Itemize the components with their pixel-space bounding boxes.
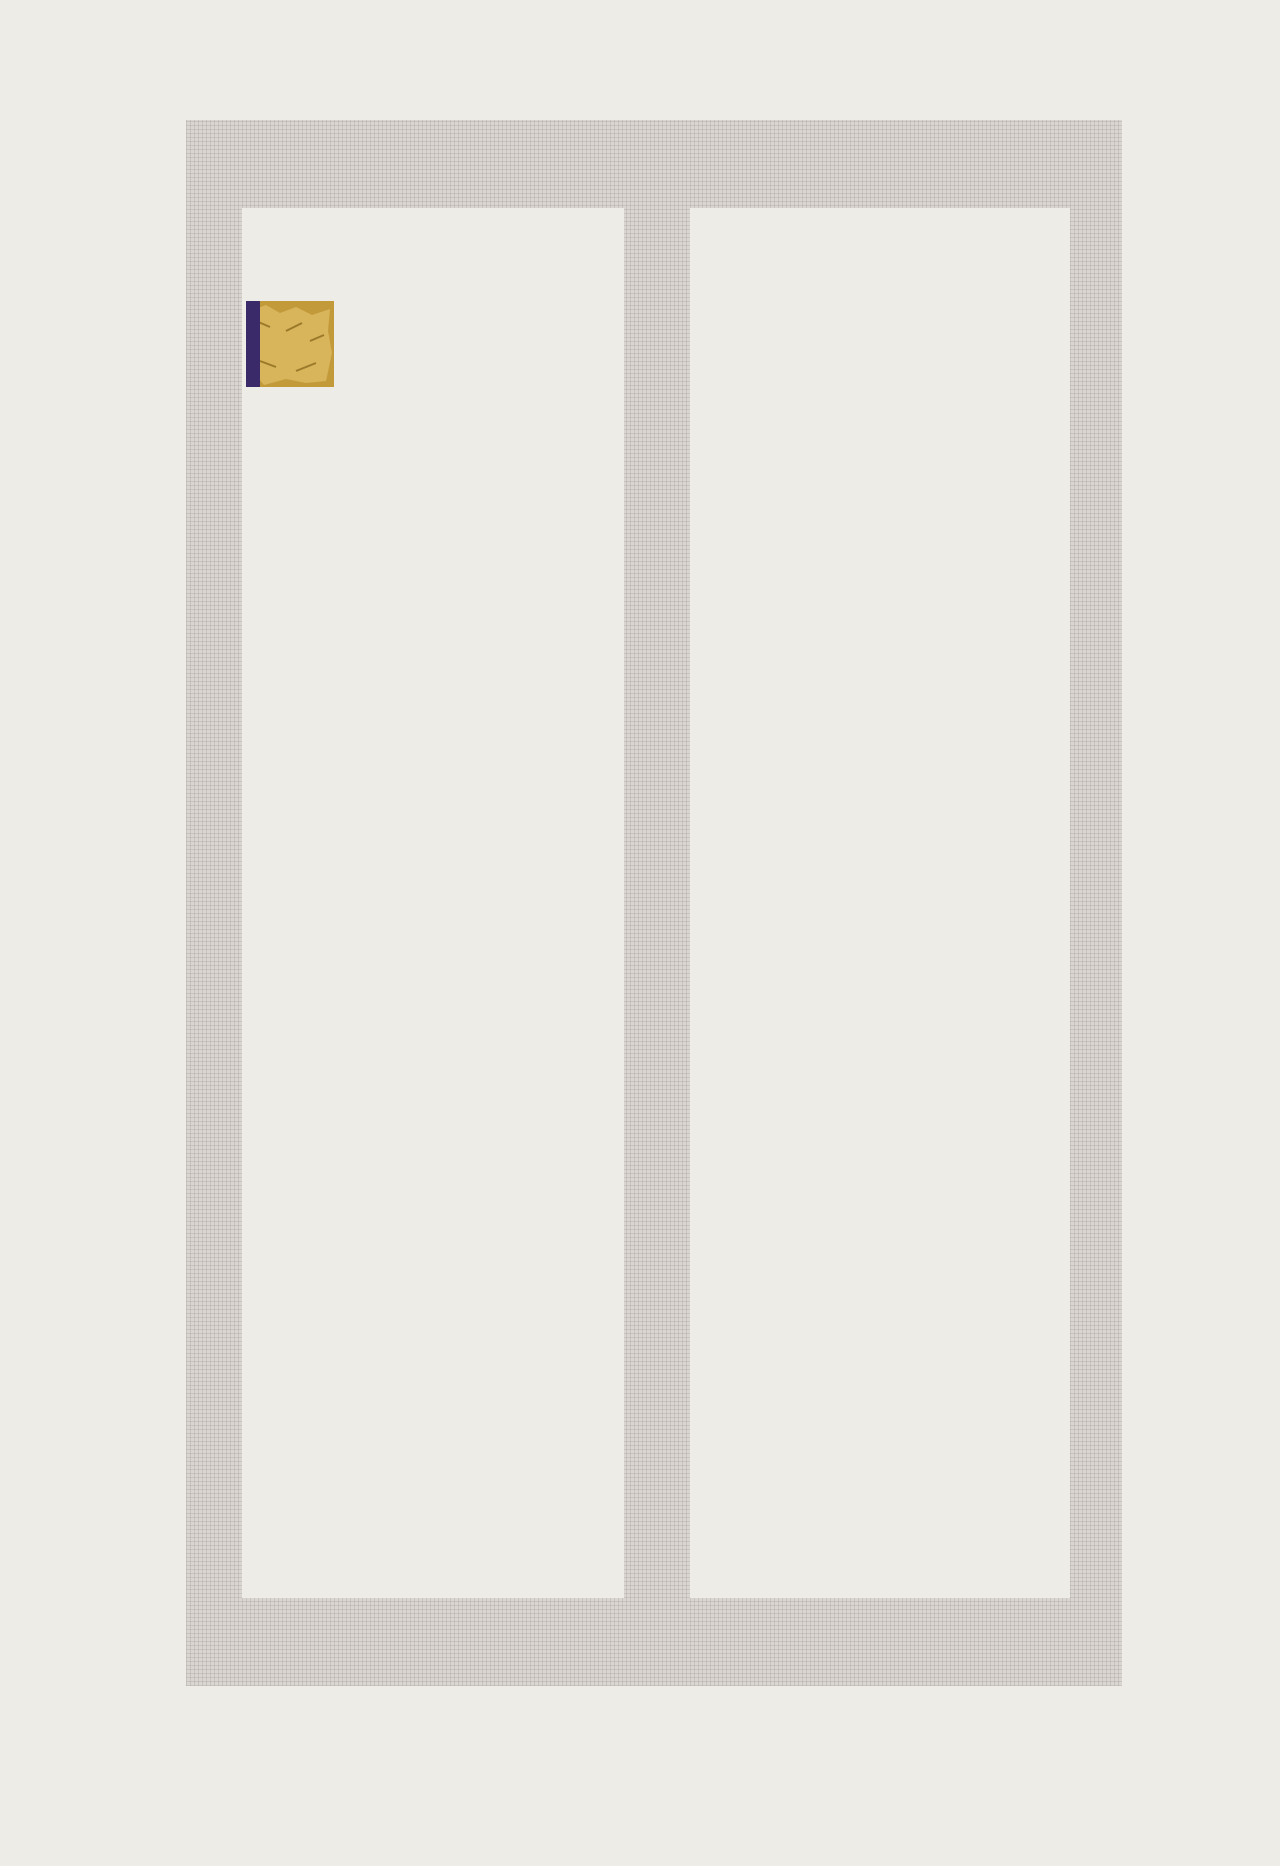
left-ornament-border <box>188 205 244 1600</box>
left-text-column <box>246 219 618 387</box>
left-text-panel <box>242 208 624 1598</box>
bottom-ornament-border <box>190 1602 1118 1682</box>
middle-medallion-column <box>620 218 690 1598</box>
section-gap <box>246 219 618 295</box>
top-ornament-border <box>190 124 1118 204</box>
illuminated-initial <box>246 301 334 387</box>
right-ornament-border <box>1066 205 1122 1600</box>
right-text-panel <box>690 208 1070 1598</box>
